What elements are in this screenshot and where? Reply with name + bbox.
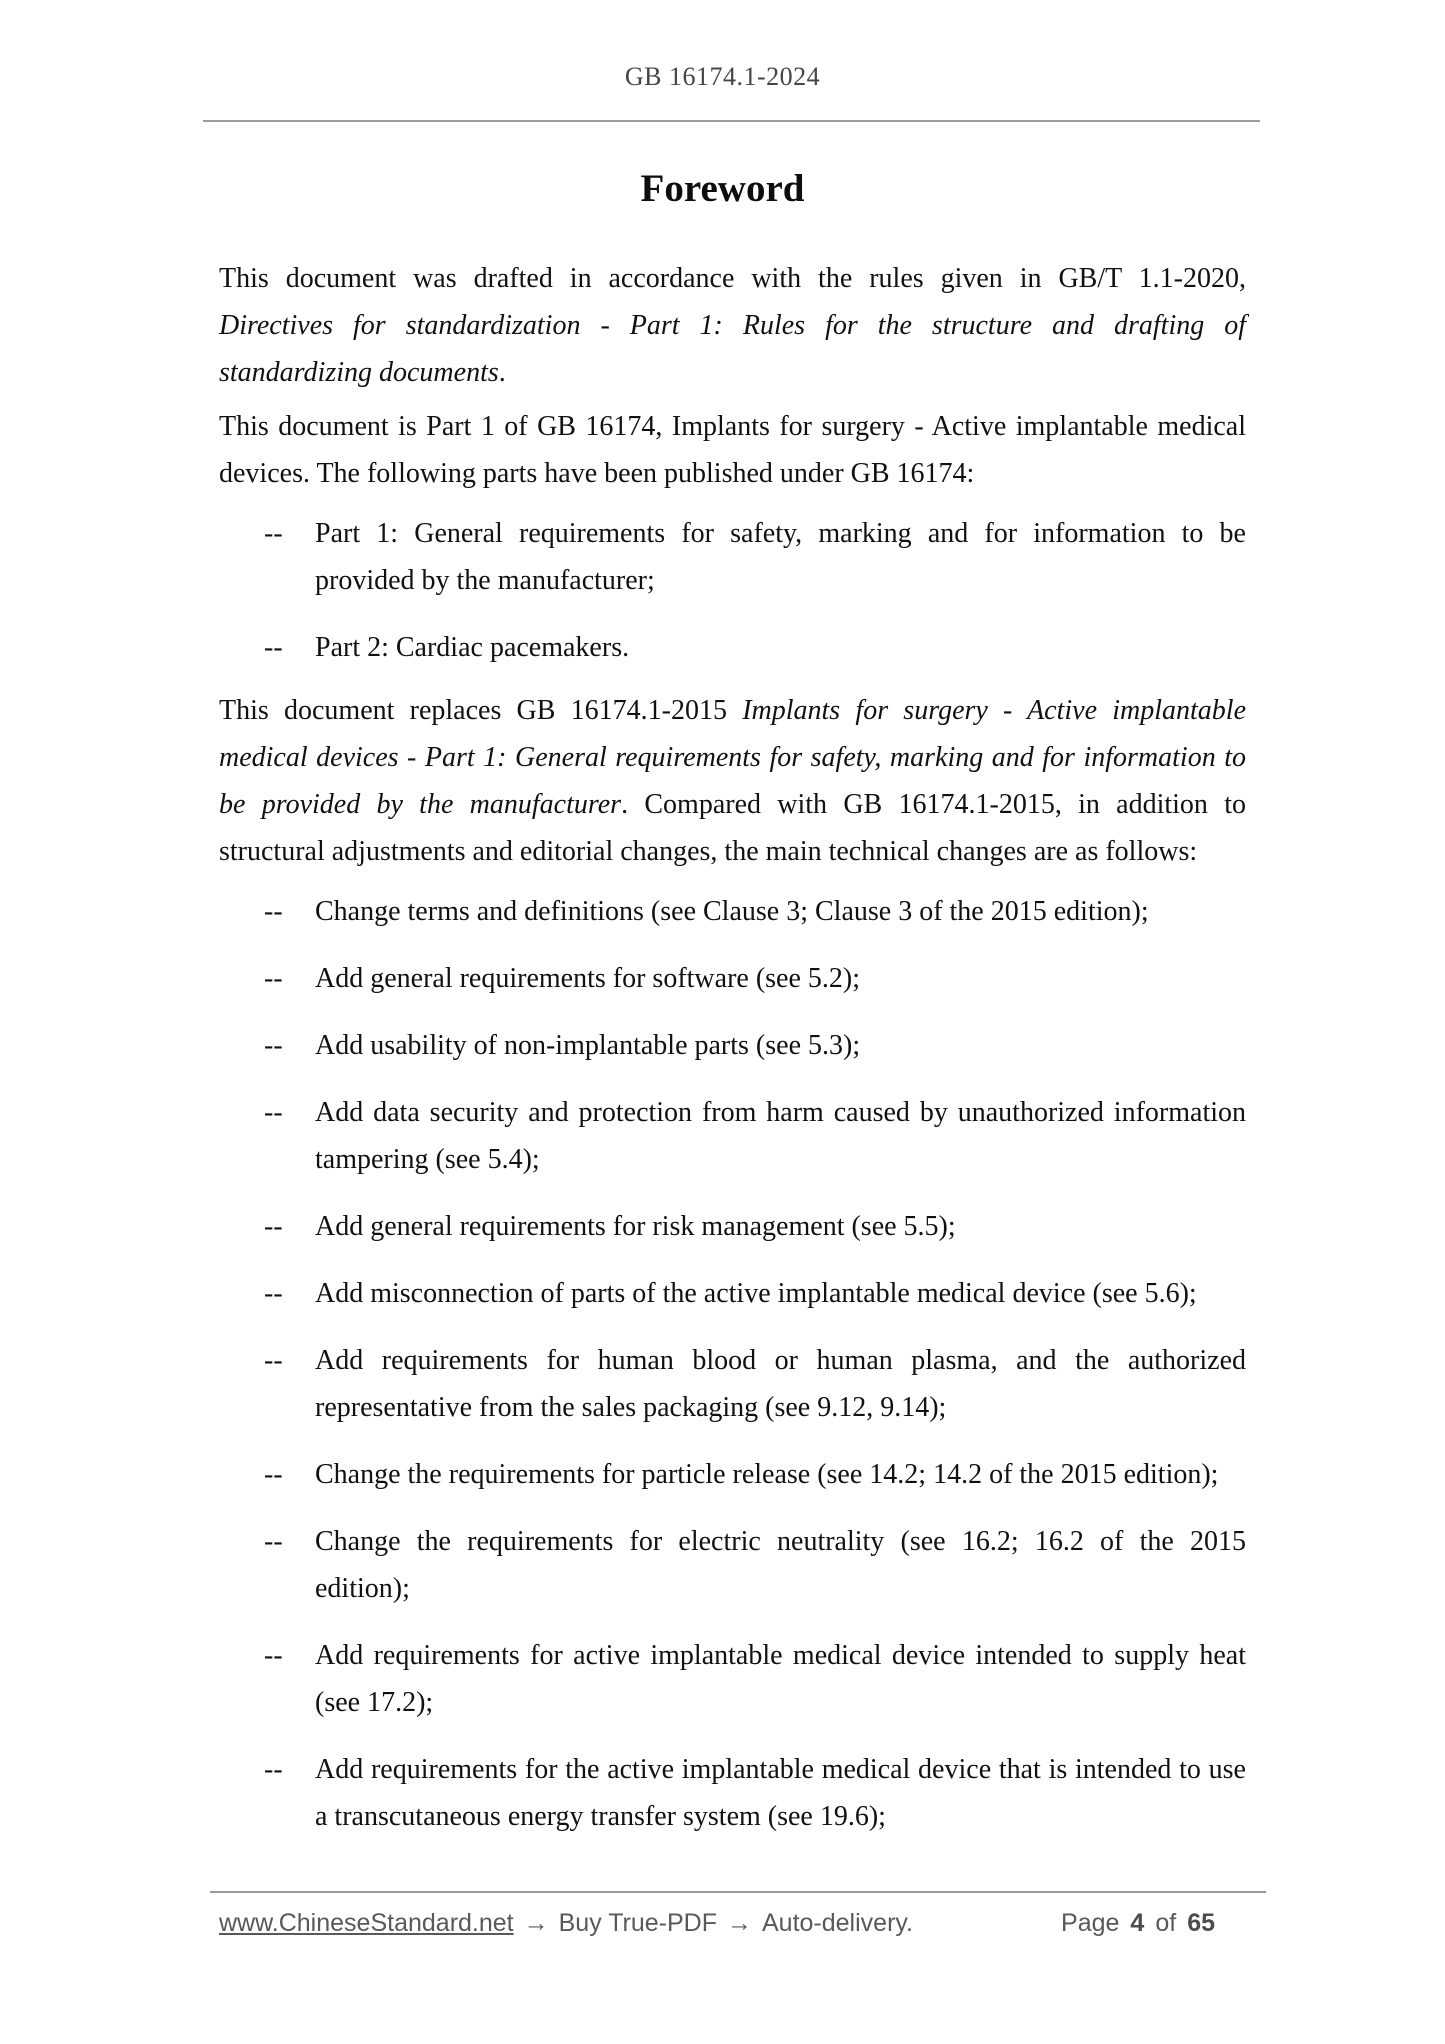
list-item-text: Change terms and definitions (see Clause 3; Clause 3 of the 2015 edition); [315, 896, 1149, 927]
list-dash: -- [264, 896, 283, 927]
arrow-icon: → [727, 1909, 752, 1937]
list-item-text: Add requirements for active implantable medical device intended to supply heat (see 17.2); [315, 1640, 1246, 1718]
list-item [219, 888, 1246, 935]
list-item [219, 1451, 1246, 1498]
list-item-text: Change the requirements for electric neutrality (see 16.2; 16.2 of the 2015 edition); [315, 1526, 1246, 1604]
footer-delivery-label: Auto-delivery. [762, 1909, 913, 1937]
list-item [219, 1089, 1246, 1183]
paragraph [219, 403, 1246, 497]
footer-page-total: 65 [1187, 1909, 1215, 1937]
footer-buy-label: Buy True-PDF [558, 1909, 717, 1937]
page-title: Foreword [640, 167, 805, 210]
list-item [219, 1337, 1246, 1431]
list-item-text: Add general requirements for risk management (see 5.5); [315, 1211, 956, 1242]
technical-changes-list [219, 888, 1246, 1840]
footer-site-link[interactable]: www.ChineseStandard.net [219, 1909, 514, 1937]
paragraph [219, 687, 1246, 875]
list-item-text: Add requirements for the active implantable medical device that is intended to use a transcutaneous energy transfer system (see 19.6); [315, 1754, 1246, 1832]
published-parts-list [219, 510, 1246, 671]
list-dash: -- [264, 518, 283, 549]
footer-page-current: 4 [1130, 1909, 1145, 1937]
list-item-text: Part 2: Cardiac pacemakers. [315, 632, 630, 663]
list-dash: -- [264, 1754, 283, 1785]
page-footer [219, 1906, 1215, 1940]
list-item-text: Add general requirements for software (see 5.2); [315, 963, 861, 994]
list-dash: -- [264, 1459, 283, 1490]
list-item [219, 510, 1246, 604]
list-dash: -- [264, 1278, 283, 1309]
list-dash: -- [264, 632, 283, 663]
arrow-icon: → [523, 1909, 549, 1937]
list-dash: -- [264, 1030, 283, 1061]
list-dash: -- [264, 1211, 283, 1242]
list-dash: -- [264, 1345, 283, 1376]
paragraph-segment: This document replaces GB 16174.1-2015 [219, 695, 743, 726]
list-item-text: Add misconnection of parts of the active implantable medical device (see 5.6); [315, 1278, 1197, 1309]
footer-page-indicator [1061, 1906, 1215, 1940]
footer-rule [210, 1891, 1266, 1893]
document-body [219, 255, 1246, 1840]
header-doc-number: GB 16174.1-2024 [624, 62, 821, 91]
list-item [219, 624, 1246, 671]
paragraph [219, 255, 1246, 396]
list-item [219, 1203, 1246, 1250]
paragraph-segment: . Compared with GB 16174.1-2015, in addition to structural adjustments and editorial changes, the main technical changes are as follows: [219, 789, 1246, 867]
list-dash: -- [264, 1640, 283, 1671]
list-item [219, 955, 1246, 1002]
list-item-text: Add requirements for human blood or human plasma, and the authorized representative from the sales packaging (see 9.12, 9.14); [315, 1345, 1246, 1423]
list-item-text: Part 1: General requirements for safety, marking and for information to be provided by the manufacturer; [315, 518, 1246, 596]
paragraph-segment: . [498, 357, 506, 388]
list-item [219, 1632, 1246, 1726]
paragraph-segment: This document is Part 1 of GB 16174, Implants for surgery - Active implantable medical devices. The following parts have been published under GB 16174: [219, 411, 1246, 489]
list-item-text: Add data security and protection from harm caused by unauthorized information tampering (see 5.4); [315, 1097, 1246, 1175]
footer-left [219, 1906, 913, 1940]
list-item [219, 1746, 1246, 1840]
list-item-text: Change the requirements for particle release (see 14.2; 14.2 of the 2015 edition); [315, 1459, 1219, 1490]
list-item [219, 1022, 1246, 1069]
list-item-text: Add usability of non-implantable parts (see 5.3); [315, 1030, 861, 1061]
list-dash: -- [264, 1097, 283, 1128]
list-item [219, 1270, 1246, 1317]
paragraph-segment: This document was drafted in accordance with the rules given in GB/T 1.1-2020, [219, 263, 1246, 294]
list-dash: -- [264, 963, 283, 994]
paragraph-segment-italic: Implants for surgery - Active implantable medical devices - Part 1: General requirements for safety, marking and for information to be provided by the manufacturer [219, 695, 1246, 820]
footer-of-label: of [1155, 1909, 1177, 1937]
list-item [219, 1518, 1246, 1612]
list-dash: -- [264, 1526, 283, 1557]
footer-page-label: Page [1061, 1909, 1120, 1937]
paragraph-segment-italic: Directives for standardization - Part 1: Rules for the structure and drafting of standardizing documents [219, 310, 1246, 388]
header-rule [203, 120, 1260, 122]
